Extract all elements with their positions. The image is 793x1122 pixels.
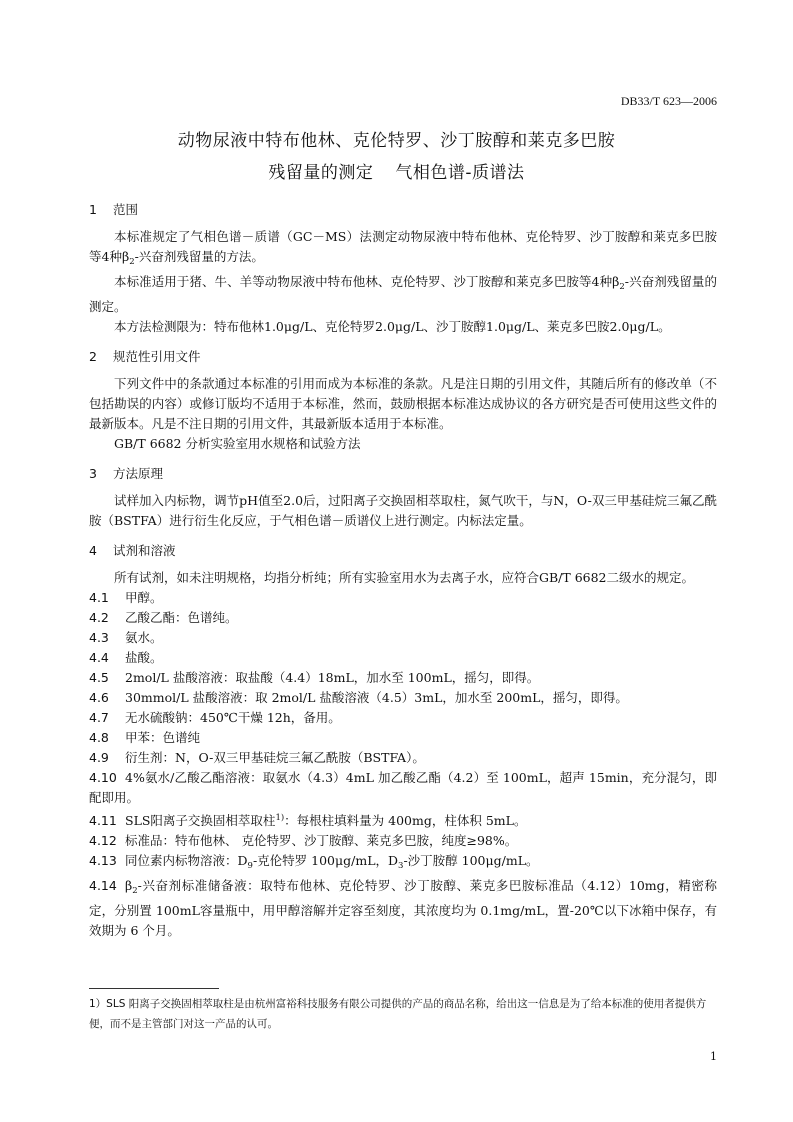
text-run: -兴奋剂残留量的方法。 [134,249,264,264]
item-text: -沙丁胺醇 100μg/mL。 [403,853,539,868]
item-number: 4.8 [89,730,109,745]
item-text: 甲醇。 [125,590,163,605]
item-text: SLS阳离子交换固相萃取柱 [125,813,276,828]
item-number: 4.9 [89,750,109,765]
subscript: 2 [132,886,138,896]
footnote-marker: 1) [275,813,285,823]
section-number: 2 [89,349,97,364]
item-text: 无水硫酸钠：450℃干燥 12h，备用。 [125,710,341,725]
paragraph: 试样加入内标物，调节pH值至2.0后，过阳离子交换固相萃取柱，氮气吹干，与N，O-双三甲基硅烷三氟乙酰胺（BSTFA）进行衍生化反应，于气相色谱－质谱仪上进行测定。内标法定量。 [89,493,717,528]
text-run: 本标准适用于猪、牛、羊等动物尿液中特布他林、克伦特罗、沙丁胺醇和莱克多巴胺等4种β [114,274,620,289]
list-item [89,608,717,628]
page-number: 1 [710,1050,717,1063]
footnote: 1）SLS 阳离子交换固相萃取柱是由杭州富裕科技服务有限公司提供的产品的商品名称，给出这一信息是为了给本标准的使用者提供方便，而不是主管部门对这一产品的认可。 [89,998,707,1030]
item-number: 4.10 [89,770,117,785]
text-run: 本标准规定了气相色谱－质谱（GC－MS）法测定动物尿液中特布他林、克伦特罗、沙丁胺醇和莱克多巴胺等4种β [89,229,717,264]
item-text: 甲苯：色谱纯 [125,730,201,745]
section-scope [89,200,717,337]
item-text: β [125,878,133,893]
item-number: 4.5 [89,670,109,685]
standard-code: DB33/T 623—2006 [620,94,717,108]
document-body [89,198,717,951]
item-text: 氨水。 [125,630,163,645]
section-number: 4 [89,543,97,558]
list-item [89,728,717,748]
item-text: 乙酸乙酯：色谱纯。 [125,610,238,625]
section-title: 方法原理 [113,466,164,481]
list-item [89,588,717,608]
list-item [89,708,717,728]
paragraph [89,272,717,317]
list-item [89,688,717,708]
section-number: 3 [89,466,97,481]
item-text: 标准品：特布他林、 克伦特罗、沙丁胺醇、莱克多巴胺，纯度≥98%。 [125,833,518,848]
section-title: 规范性引用文件 [113,349,201,364]
item-text: -克伦特罗 100μg/mL，D [252,853,399,868]
paragraph: 下列文件中的条款通过本标准的引用而成为本标准的条款。凡是注日期的引用文件，其随后所有的修改单（不包括勘误的内容）或修订版均不适用于本标准，然而，鼓励根据本标准达成协议的各方研究是否可使用这些文件的最新版本。凡是不注日期的引用文件，其最新版本适用于本标准。 [89,376,717,431]
list-item [89,851,717,876]
list-item [89,876,717,941]
subscript: 9 [247,861,253,871]
item-text: 4%氨水/乙酸乙酯溶液：取氨水（4.3）4mL 加乙酸乙酯（4.2）至 100mL，超声 15min，充分混匀，即配即用。 [89,770,717,805]
subscript: 2 [129,257,135,267]
item-text: 30mmol/L 盐酸溶液：取 2mol/L 盐酸溶液（4.5）3mL，加水至 200mL，摇匀，即得。 [125,690,628,705]
item-text: 2mol/L 盐酸溶液：取盐酸（4.4）18mL，加水至 100mL，摇匀，即得。 [125,670,540,685]
item-number: 4.13 [89,853,117,868]
item-number: 4.3 [89,630,109,645]
title-part-a: 残留量的测定 [268,163,374,183]
list-item [89,648,717,668]
section-heading [89,464,717,484]
title-part-b: 气相色谱-质谱法 [395,163,525,183]
footnote-divider [89,988,219,989]
subscript: 2 [619,282,625,292]
list-item [89,668,717,688]
item-text: 同位素内标物溶液：D [125,853,248,868]
section-heading [89,347,717,367]
item-number: 4.7 [89,710,109,725]
list-item [89,748,717,768]
item-text: ：每根柱填料量为 400mg，柱体积 5mL。 [284,813,527,828]
title-line-2 [0,158,793,183]
item-text: 衍生剂：N，O-双三甲基硅烷三氟乙酰胺（BSTFA）。 [125,750,425,765]
item-number: 4.2 [89,610,109,625]
item-text: 盐酸。 [125,650,163,665]
section-heading [89,200,717,220]
list-item [89,768,717,808]
section-heading [89,541,717,561]
item-number: 4.12 [89,833,117,848]
item-number: 4.1 [89,590,109,605]
item-text: -兴奋剂标准储备液：取特布他林、克伦特罗、沙丁胺醇、莱克多巴胺标准品（4.12）10mg，精密称定，分别置 100mL容量瓶中，用甲醇溶解并定容至刻度，其浓度均为 0.1mg/mL，置-20℃以下冰箱中保存，有效期为 6 个月。 [89,878,717,938]
list-item [89,808,717,831]
item-number: 4.6 [89,690,109,705]
title-line-1: 动物尿液中特布他林、克伦特罗、沙丁胺醇和莱克多巴胺 [177,131,616,151]
section-reagents [89,541,717,941]
text-run: -兴奋剂残留量的测定。 [89,274,717,314]
section-method-principle [89,464,717,531]
section-title: 试剂和溶液 [113,543,176,558]
paragraph: 所有试剂，如未注明规格，均指分析纯；所有实验室用水为去离子水，应符合GB/T 6682二级水的规定。 [114,570,695,585]
subscript: 3 [398,861,404,871]
section-title: 范围 [113,202,139,217]
list-item [89,628,717,648]
paragraph [89,227,717,272]
item-number: 4.11 [89,813,117,828]
section-number: 1 [89,202,97,217]
paragraph: 本方法检测限为：特布他林1.0μg/L、克伦特罗2.0μg/L、沙丁胺醇1.0μg/L、莱克多巴胺2.0μg/L。 [114,319,671,334]
item-number: 4.14 [89,878,117,893]
section-normative-references [89,347,717,454]
item-number: 4.4 [89,650,109,665]
reference-entry: GB/T 6682 分析实验室用水规格和试验方法 [114,436,361,451]
list-item [89,831,717,851]
